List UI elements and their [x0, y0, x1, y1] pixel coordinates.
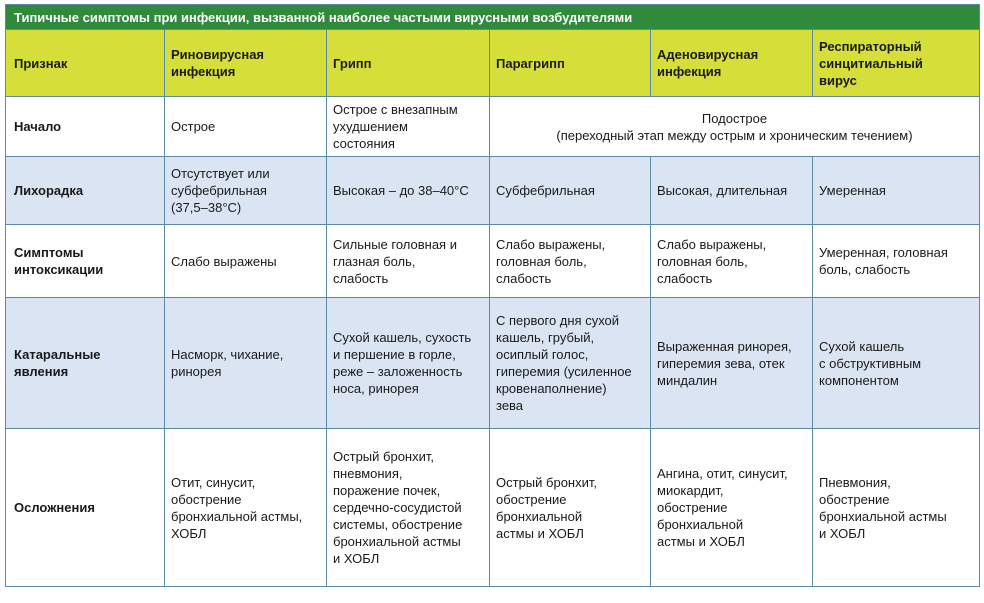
cell-rsv-complications: Пневмония, обострение бронхиальной астмы и ХОБЛ — [813, 429, 980, 587]
table-header-row — [6, 30, 980, 97]
row-label-fever: Лихорадка — [6, 157, 165, 225]
header-flu: Грипп — [327, 30, 490, 97]
cell-flu-intoxication: Сильные головная и глазная боль, слабость — [327, 225, 490, 298]
symptoms-table-container — [5, 4, 979, 587]
table-row — [6, 157, 980, 225]
row-label-catarrhal: Катаральные явления — [6, 298, 165, 429]
cell-flu-onset: Острое с внезапным ухудшением состояния — [327, 97, 490, 157]
cell-rsv-catarrhal: Сухой кашель с обструктивным компонентом — [813, 298, 980, 429]
cell-adeno-catarrhal: Выраженная ринорея, гиперемия зева, отек миндалин — [651, 298, 813, 429]
table-title-row — [6, 5, 980, 30]
symptoms-table — [5, 4, 980, 587]
cell-rhino-onset: Острое — [165, 97, 327, 157]
table-title: Типичные симптомы при инфекции, вызванной наиболее частыми вирусными возбудителями — [6, 5, 980, 30]
cell-para-catarrhal: С первого дня сухой кашель, грубый, осиплый голос, гиперемия (усиленное кровенаполнение) зева — [490, 298, 651, 429]
cell-flu-catarrhal: Сухой кашель, сухость и першение в горле, реже – заложенность носа, ринорея — [327, 298, 490, 429]
cell-rsv-fever: Умеренная — [813, 157, 980, 225]
header-sign: Признак — [6, 30, 165, 97]
cell-rhino-fever: Отсутствует или субфебрильная (37,5–38°С) — [165, 157, 327, 225]
row-label-complications: Осложнения — [6, 429, 165, 587]
cell-merged-onset: Подострое (переходный этап между острым и хроническим течением) — [490, 97, 980, 157]
header-rhinovirus: Риновирусная инфекция — [165, 30, 327, 97]
cell-adeno-complications: Ангина, отит, синусит, миокардит, обострение бронхиальной астмы и ХОБЛ — [651, 429, 813, 587]
row-label-intoxication: Симптомы интоксикации — [6, 225, 165, 298]
cell-rhino-catarrhal: Насморк, чихание, ринорея — [165, 298, 327, 429]
table-row — [6, 97, 980, 157]
table-row — [6, 298, 980, 429]
cell-para-fever: Субфебрильная — [490, 157, 651, 225]
table-row — [6, 429, 980, 587]
cell-flu-fever: Высокая – до 38–40°С — [327, 157, 490, 225]
cell-rhino-complications: Отит, синусит, обострение бронхиальной астмы, ХОБЛ — [165, 429, 327, 587]
cell-flu-complications: Острый бронхит, пневмония, поражение почек, сердечно-сосудистой системы, обострение бронхиальной астмы и ХОБЛ — [327, 429, 490, 587]
cell-adeno-fever: Высокая, длительная — [651, 157, 813, 225]
cell-rsv-intoxication: Умеренная, головная боль, слабость — [813, 225, 980, 298]
header-adenovirus: Аденовирусная инфекция — [651, 30, 813, 97]
cell-para-complications: Острый бронхит, обострение бронхиальной астмы и ХОБЛ — [490, 429, 651, 587]
header-rsv: Респираторный синцитиальный вирус — [813, 30, 980, 97]
cell-adeno-intoxication: Слабо выражены, головная боль, слабость — [651, 225, 813, 298]
cell-rhino-intoxication: Слабо выражены — [165, 225, 327, 298]
row-label-onset: Начало — [6, 97, 165, 157]
cell-para-intoxication: Слабо выражены, головная боль, слабость — [490, 225, 651, 298]
header-parainfluenza: Парагрипп — [490, 30, 651, 97]
table-row — [6, 225, 980, 298]
